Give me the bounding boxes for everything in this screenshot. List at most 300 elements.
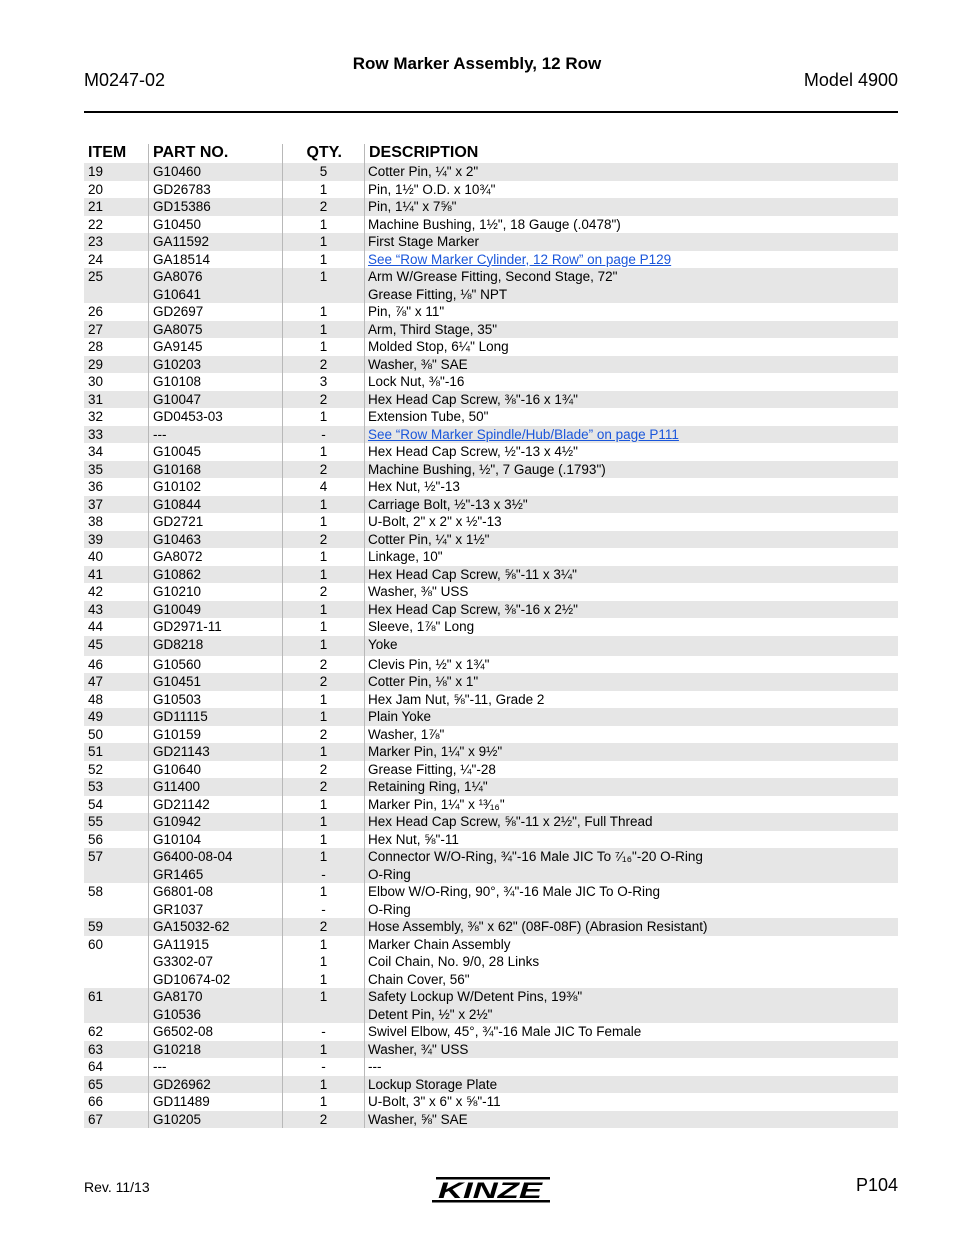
table-row: [84, 163, 898, 181]
quantity: 1: [319, 496, 328, 512]
description-cell: [365, 321, 898, 339]
table-row: [84, 356, 898, 374]
part-number-cell: [149, 356, 283, 374]
item-number: 47: [84, 673, 149, 691]
description-cell: [365, 163, 898, 181]
description-cell: [365, 708, 898, 726]
description-cell: [365, 338, 898, 356]
part-number-cell: [149, 338, 283, 356]
quantity: 1: [319, 884, 328, 899]
description-cell: [365, 496, 898, 514]
description-cell: [365, 443, 898, 461]
quantity-cell: [283, 426, 365, 444]
description-cell: [365, 461, 898, 479]
quantity-cell: [283, 848, 365, 883]
quantity: -: [321, 1024, 326, 1039]
part-number: G10047: [153, 391, 202, 407]
quantity-cell: [283, 583, 365, 601]
item-number: 64: [84, 1058, 149, 1076]
quantity-cell: [283, 303, 365, 321]
table-row: [84, 408, 898, 426]
cross-reference-link[interactable]: See “Row Marker Spindle/Hub/Blade” on page P111: [368, 426, 679, 442]
description-cell: [365, 636, 898, 656]
column-header-part-no: PART NO.: [149, 144, 283, 163]
table-row: [84, 691, 898, 709]
table-row: [84, 303, 898, 321]
item-number: 34: [84, 443, 149, 461]
quantity-cell: [283, 181, 365, 199]
description-cell: [365, 883, 898, 918]
part-number: GD0453-03: [153, 409, 223, 424]
description-cell: [365, 656, 898, 674]
column-header-item: ITEM: [84, 144, 149, 163]
quantity-cell: [283, 796, 365, 814]
description-cell: [365, 726, 898, 744]
table-row: [84, 726, 898, 744]
part-number-cell: [149, 531, 283, 549]
description-cell: [365, 356, 898, 374]
quantity: 1: [319, 1076, 328, 1092]
item-number: 63: [84, 1041, 149, 1059]
quantity-cell: [283, 478, 365, 496]
quantity: 1: [319, 251, 328, 267]
table-row: [84, 761, 898, 779]
quantity: 1: [319, 549, 328, 564]
quantity-cell: [283, 656, 365, 674]
table-row: [84, 1111, 898, 1129]
quantity: 1: [319, 181, 328, 197]
part-number-cell: [149, 988, 283, 1023]
description-cell: [365, 601, 898, 619]
description-cell: [365, 848, 898, 883]
table-row: [84, 513, 898, 531]
description: Coil Chain, No. 9/0, 28 Links: [368, 954, 540, 969]
item-number: 65: [84, 1076, 149, 1094]
description: Plain Yoke: [368, 709, 432, 724]
quantity: 1: [319, 339, 328, 354]
description-cell: [365, 796, 898, 814]
table-row: [84, 848, 898, 883]
kinze-logo: [432, 1176, 550, 1204]
table-row: [84, 743, 898, 761]
description-cell: [365, 251, 898, 269]
description: Connector W/O-Ring, ¾"-16 Male JIC To ⁷⁄₁₆"-20 O-Ring: [368, 849, 703, 864]
part-number-cell: [149, 673, 283, 691]
description: Safety Lockup W/Detent Pins, 19⅜": [368, 989, 583, 1004]
table-row: [84, 1041, 898, 1059]
description: Elbow W/O-Ring, 90°, ¾"-16 Male JIC To O-Ring: [368, 884, 661, 899]
quantity-cell: [283, 726, 365, 744]
part-number-cell: [149, 391, 283, 409]
part-number-cell: [149, 1041, 283, 1059]
description-cell: [365, 743, 898, 761]
quantity: 1: [319, 971, 328, 987]
table-row: [84, 673, 898, 691]
part-number-cell: [149, 1093, 283, 1111]
item-number: 41: [84, 566, 149, 584]
description-cell: [365, 216, 898, 234]
quantity-cell: [283, 743, 365, 761]
description: U-Bolt, 2" x 2" x ½"-13: [368, 514, 502, 529]
part-number-cell: [149, 778, 283, 796]
description: Chain Cover, 56": [368, 971, 470, 987]
quantity: 2: [319, 674, 328, 689]
description: ---: [368, 1059, 382, 1074]
description: Hex Jam Nut, ⅝"-11, Grade 2: [368, 691, 545, 707]
item-number: 46: [84, 656, 149, 674]
table-row: [84, 1093, 898, 1111]
part-number: GD26783: [153, 181, 211, 197]
part-number: ---: [153, 1059, 167, 1074]
description-cell: [365, 813, 898, 831]
document-number: M0247-02: [84, 70, 166, 90]
description: O-Ring: [368, 901, 411, 917]
quantity: 1: [319, 409, 328, 424]
quantity: -: [321, 426, 326, 442]
table-row: [84, 233, 898, 251]
quantity-cell: [283, 761, 365, 779]
table-row: [84, 198, 898, 216]
part-number: GD26962: [153, 1076, 211, 1092]
quantity: 1: [319, 936, 328, 952]
item-number: 57: [84, 848, 149, 883]
description: Extension Tube, 50": [368, 409, 489, 424]
quantity: 1: [319, 304, 328, 319]
description: Hex Head Cap Screw, ⅜"-16 x 1¾": [368, 391, 578, 407]
item-number: 66: [84, 1093, 149, 1111]
part-number: G10045: [153, 444, 202, 459]
quantity-cell: [283, 163, 365, 181]
item-number: 23: [84, 233, 149, 251]
description: Hex Head Cap Screw, ½"-13 x 4½": [368, 444, 578, 459]
part-number: GA11592: [153, 234, 210, 249]
quantity: 1: [319, 954, 328, 969]
description: Grease Fitting, ⅛" NPT: [368, 286, 508, 302]
item-number: 49: [84, 708, 149, 726]
quantity: 1: [319, 849, 328, 864]
part-number-cell: [149, 743, 283, 761]
table-row: [84, 618, 898, 636]
part-number-cell: [149, 1076, 283, 1094]
quantity: [283, 286, 364, 304]
part-number: G11400: [153, 779, 201, 794]
table-row: [84, 583, 898, 601]
part-number: G10536: [153, 1006, 202, 1022]
item-number: 22: [84, 216, 149, 234]
part-number: G10942: [153, 814, 202, 829]
item-number: 52: [84, 761, 149, 779]
part-number-cell: [149, 1023, 283, 1041]
item-number: 60: [84, 936, 149, 989]
column-header-description: DESCRIPTION: [369, 144, 479, 161]
column-header-qty: QTY.: [283, 144, 365, 163]
description-cell: [365, 426, 898, 444]
item-number: 54: [84, 796, 149, 814]
part-number: GD11115: [153, 709, 208, 724]
table-header: [84, 139, 898, 163]
quantity-cell: [283, 813, 365, 831]
description-cell: [365, 1093, 898, 1111]
part-number-cell: [149, 1058, 283, 1076]
description: Washer, ⅝" SAE: [368, 1111, 468, 1127]
description-cell: [365, 618, 898, 636]
part-number-cell: [149, 618, 283, 636]
quantity-cell: [283, 883, 365, 918]
part-number-cell: [149, 1111, 283, 1129]
quantity-cell: [283, 216, 365, 234]
description: U-Bolt, 3" x 6" x ⅝"-11: [368, 1094, 501, 1109]
header-divider: [84, 111, 898, 113]
table-row: [84, 813, 898, 831]
part-number: G6400-08-04: [153, 849, 233, 864]
quantity-cell: [283, 1023, 365, 1041]
part-number-cell: [149, 883, 283, 918]
description: Detent Pin, ½" x 2½": [368, 1006, 493, 1022]
quantity-cell: [283, 988, 365, 1023]
quantity: 1: [319, 1094, 328, 1109]
item-number: 59: [84, 918, 149, 936]
quantity-cell: [283, 918, 365, 936]
description-cell: [365, 548, 898, 566]
part-number: G10108: [153, 374, 202, 389]
part-number-cell: [149, 233, 283, 251]
table-row: [84, 443, 898, 461]
quantity-cell: [283, 531, 365, 549]
quantity: 1: [319, 691, 328, 707]
part-number-cell: [149, 513, 283, 531]
quantity: 2: [319, 199, 328, 214]
quantity: 2: [319, 919, 328, 934]
quantity-cell: [283, 338, 365, 356]
table-row: [84, 338, 898, 356]
quantity: 4: [319, 479, 328, 494]
quantity: 2: [319, 461, 328, 477]
description-cell: [365, 303, 898, 321]
table-row: [84, 321, 898, 339]
description-cell: [365, 691, 898, 709]
part-number: G10159: [153, 726, 202, 742]
quantity-cell: [283, 391, 365, 409]
table-row: [84, 831, 898, 849]
part-number-cell: [149, 936, 283, 989]
item-number: 43: [84, 601, 149, 619]
part-number-cell: [149, 443, 283, 461]
part-number: ---: [153, 426, 167, 442]
quantity: 2: [319, 761, 328, 777]
part-number: GD15386: [153, 199, 211, 214]
quantity: 5: [319, 164, 328, 179]
description-cell: [365, 1058, 898, 1076]
quantity: -: [321, 1059, 326, 1074]
quantity: 1: [319, 744, 328, 759]
part-number: GA11915: [153, 936, 210, 952]
description: Arm, Third Stage, 35": [368, 321, 498, 337]
table-row: [84, 1023, 898, 1041]
part-number-cell: [149, 601, 283, 619]
quantity-cell: [283, 636, 365, 656]
part-number-cell: [149, 813, 283, 831]
quantity: 1: [319, 636, 328, 652]
description-cell: [365, 761, 898, 779]
table-row: [84, 181, 898, 199]
quantity-cell: [283, 198, 365, 216]
table-row: [84, 1058, 898, 1076]
part-number: GD8218: [153, 636, 204, 652]
quantity: 2: [319, 584, 328, 599]
quantity: 1: [319, 269, 328, 284]
item-number: 35: [84, 461, 149, 479]
quantity: 2: [319, 531, 328, 547]
quantity-cell: [283, 1076, 365, 1094]
table-row: [84, 656, 898, 674]
item-number: 29: [84, 356, 149, 374]
part-number: G10205: [153, 1111, 202, 1127]
table-row: [84, 988, 898, 1023]
part-number: GD21143: [153, 744, 210, 759]
description: Linkage, 10": [368, 549, 443, 564]
part-number: G10451: [153, 674, 202, 689]
quantity: 1: [319, 814, 328, 829]
description: Retaining Ring, 1¼": [368, 779, 488, 794]
item-number: 50: [84, 726, 149, 744]
part-number: GA8076: [153, 269, 203, 284]
part-number: GA8072: [153, 549, 203, 564]
table-row: [84, 601, 898, 619]
quantity: 1: [319, 321, 328, 337]
part-number-cell: [149, 181, 283, 199]
part-number-cell: [149, 848, 283, 883]
table-row: [84, 251, 898, 269]
part-number: GD2697: [153, 304, 204, 319]
description: Washer, 1⅞": [368, 726, 445, 742]
quantity-cell: [283, 373, 365, 391]
quantity: 2: [319, 779, 328, 794]
part-number: G10641: [153, 286, 202, 302]
part-number: GA8075: [153, 321, 203, 337]
description-cell: [365, 1023, 898, 1041]
description: Swivel Elbow, 45°, ¾"-16 Male JIC To Female: [368, 1024, 642, 1039]
part-number-cell: [149, 321, 283, 339]
description: Pin, 1½" O.D. x 10¾": [368, 181, 496, 197]
part-number: G10203: [153, 356, 202, 372]
quantity-cell: [283, 831, 365, 849]
quantity: 1: [319, 566, 328, 582]
description-cell: [365, 1041, 898, 1059]
description: Hex Head Cap Screw, ⅝"-11 x 3¼": [368, 566, 577, 582]
quantity: 2: [319, 1111, 328, 1127]
quantity-cell: [283, 268, 365, 303]
quantity: -: [321, 866, 326, 882]
quantity-cell: [283, 708, 365, 726]
part-number-cell: [149, 268, 283, 303]
description: Lock Nut, ⅜"-16: [368, 374, 465, 389]
description: Hex Nut, ⅝"-11: [368, 831, 459, 847]
quantity: 1: [319, 619, 328, 634]
part-number: G10049: [153, 601, 202, 617]
part-number-cell: [149, 216, 283, 234]
part-number: GD2971-11: [153, 619, 222, 634]
description: Pin, 1¼" x 7⅝": [368, 199, 457, 214]
description: First Stage Marker: [368, 234, 480, 249]
table-row: [84, 778, 898, 796]
quantity-cell: [283, 513, 365, 531]
description-cell: [365, 778, 898, 796]
table-row: [84, 796, 898, 814]
table-row: [84, 636, 898, 656]
part-number-cell: [149, 461, 283, 479]
quantity-cell: [283, 601, 365, 619]
description-cell: [365, 673, 898, 691]
quantity: 1: [319, 709, 328, 724]
quantity: 2: [319, 356, 328, 372]
description-cell: [365, 268, 898, 303]
quantity-cell: [283, 548, 365, 566]
table-row: [84, 1076, 898, 1094]
quantity-cell: [283, 1093, 365, 1111]
quantity: 2: [319, 726, 328, 742]
part-number-cell: [149, 726, 283, 744]
cross-reference-link[interactable]: See “Row Marker Cylinder, 12 Row” on page P129: [368, 251, 672, 267]
quantity: 2: [319, 391, 328, 407]
quantity: 1: [319, 514, 328, 529]
item-number: 31: [84, 391, 149, 409]
quantity: 2: [319, 656, 328, 672]
part-number-cell: [149, 918, 283, 936]
table-row: [84, 391, 898, 409]
quantity-cell: [283, 1041, 365, 1059]
part-number: G10844: [153, 496, 202, 512]
part-number-cell: [149, 303, 283, 321]
quantity: [283, 1006, 364, 1024]
table-row: [84, 478, 898, 496]
quantity-cell: [283, 673, 365, 691]
description-cell: [365, 936, 898, 989]
item-number: 42: [84, 583, 149, 601]
item-number: 44: [84, 618, 149, 636]
item-number: 24: [84, 251, 149, 269]
part-number: G10102: [153, 479, 202, 494]
quantity: 1: [319, 216, 328, 232]
table-row: [84, 548, 898, 566]
item-number: 19: [84, 163, 149, 181]
description: Clevis Pin, ½" x 1¾": [368, 656, 490, 672]
description-cell: [365, 583, 898, 601]
table-row: [84, 918, 898, 936]
quantity-cell: [283, 408, 365, 426]
description: Lockup Storage Plate: [368, 1076, 498, 1092]
item-number: 67: [84, 1111, 149, 1129]
quantity-cell: [283, 566, 365, 584]
description-cell: [365, 478, 898, 496]
quantity: -: [321, 901, 326, 917]
description: Cotter Pin, ⅛" x 1": [368, 674, 479, 689]
part-number: G10450: [153, 216, 202, 232]
quantity-cell: [283, 233, 365, 251]
table-row: [84, 268, 898, 303]
part-number: G10460: [153, 164, 202, 179]
item-number: 20: [84, 181, 149, 199]
item-number: 30: [84, 373, 149, 391]
part-number: G10862: [153, 566, 202, 582]
table-row: [84, 461, 898, 479]
table-row: [84, 883, 898, 918]
description: Washer, ⅜" USS: [368, 584, 469, 599]
item-number: 37: [84, 496, 149, 514]
description: O-Ring: [368, 866, 411, 882]
item-number: 33: [84, 426, 149, 444]
table-row: [84, 936, 898, 989]
part-number: G10210: [153, 584, 202, 599]
